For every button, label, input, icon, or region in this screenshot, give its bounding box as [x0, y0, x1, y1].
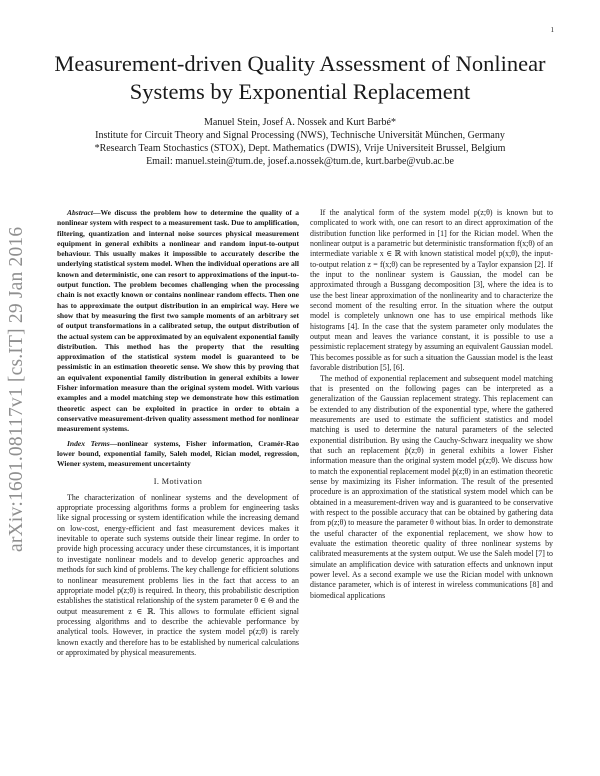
section-heading: I. Motivation [153, 477, 203, 487]
index-terms-text: —nonlinear systems, Fisher information, Cramér-Rao lower bound, exponential family, Saleh model, Rician model, regression, Wiener system, measurement uncertainty [57, 438, 299, 469]
author-block [40, 116, 560, 168]
body-paragraph: The method of exponential replacement and subsequent model matching that is presented on the following pages can be interpreted as a generalization of the Gaussian replacement strategy. This replacement can be extended to any distribution of the exponential type, where the gathered measurements are used to estimate the sufficient statistics and model matching is used to determine the natural parameters of the selected exponential distribution. By using the Cauchy-Schwarz inequality we show that such an replacement p̃(z;θ) in general exhibits a lower Fisher information measure than the original system model p(z;θ). We discuss how to match the exponential replacement model p̃(z;θ) in an estimation theoretic sense by maximizing its Fisher information. The result of the presented procedure is an approximation of the statistical system model which can be obtained in a measurement-driven way and is guaranteed to be conservative with respect to the possible accuracy that can be obtained by gathering data from p(z;θ) to measure the parameter θ without bias. In order to demonstrate the useful character of the exponential replacement, we show how to evaluate the estimation theoretic quality of three nonlinear systems by calibrated measurements at the system output. We use the Saleh model [7] to simulate an amplification device with saturation effects and unknown input power level. As a second example we use the Rician model with unknown distance parameter, which is of interest in wireless communications [8] and biomedical applications [310, 373, 553, 600]
abstract [57, 208, 299, 435]
abstract-text: —We discuss the problem how to determine the quality of a nonlinear system with respect to a measurement task. Due to amplification, filtering, quantization and internal noise sources physical measurement equipment in general exhibits a nonlinear and random input-to-output behaviour. This usually makes it impossible to accurately describe the underlying statistical system model. When the individual operations are all known and deterministic, one can resort to approximations of the input-to-output function. The problem becomes challenging when the processing chain is not exactly known or contains nonlinear random effects. Then one has to approximate the output distribution in an empirical way. Here we show that by measuring the first two sample moments of an arbitrary set of output transformations in a calibrated setup, the output distribution of the actual system can be approximated by an equivalent exponential family distribution. This method has the property that the resulting approximation of the statistical system model is guaranteed to be pessimistic in an estimation theoretic sense. We show this by proving that an equivalent exponential family distribution in general exhibits a lower Fisher information measure than the original system model. With various examples and a model matching step we demonstrate how this estimation theoretic aspect can be exploited in practice in order to obtain a conservative measurement-driven quality assessment method for nonlinear measurement systems. [57, 208, 299, 434]
author-emails: Email: manuel.stein@tum.de, josef.a.nossek@tum.de, kurt.barbe@vub.ac.be [146, 156, 454, 167]
abstract-label: Abstract [67, 208, 93, 217]
paper-title: Measurement-driven Quality Assessment of Nonlinear Systems by Exponential Replacement [54, 51, 546, 104]
body-paragraph: The characterization of nonlinear systems and the development of appropriate processing algorithms forms a problem for engineering tasks like signal processing or system identification while the increasing demand on low-cost, energy-efficient and fast measurement devices makes it inevitable to operate such systems outside their linear regime. In order to provide high processing accuracy under these circumstances, it is important to investigate nonlinear models and to develop generic approaches and methods for such kind of problems. The key challenge for efficient solutions to nonlinear measurement problems lies in the fact that access to an appropriate model p(z;θ) is required. In theory, this probabilistic description establishes the statistical relationship of the system parameter θ ∈ Θ and the output measurement z ∈ ℝ. This allows to formulate efficient signal processing algorithms and to describe the achievable performance by analytical tools. However, in practice the system model p(z;θ) is rarely known exactly and therefore has to be established by numerical calculations or approximated by physical measurements. [57, 492, 299, 657]
affiliation-1: Institute for Circuit Theory and Signal Processing (NWS), Technische Universität München, Germany [95, 130, 505, 141]
author-names: Manuel Stein, Josef A. Nossek and Kurt Barbé* [204, 117, 396, 128]
index-terms-label: Index Terms [67, 438, 110, 448]
arxiv-identifier: arXiv:1601.08117v1 [cs.IT] 29 Jan 2016 [6, 226, 27, 552]
index-terms [57, 439, 299, 470]
body-paragraph: If the analytical form of the system model p(z;θ) is known but to complicated to work with, one can resort to an direct approximation of the distribution function like performed in [1] for the Rician model. When the nonlinear output is a parametric but deterministic transformation f(x;θ) of an intermediate variable x ∈ ℝ with known statistical model p(x;θ), the input-to-output relation z = f(x;θ) can be represented by a Taylor expansion [2]. If the input to the nonlinear system is Gaussian, the model can be approximated through a Bussgang decomposition [3], where the idea is to use the best linear approximation of the nonlinearity and to characterize the second moment of the resulting error. In the situation where the output model is completely unknown one has to use empirical methods like histograms [4]. In the case that the system parameter only modulates the output mean and leaves the variance constant, it is possible to use a pessimistic replacement strategy by assuming an equivalent Gaussian model. This becomes possible as for such a situation the Gaussian model is the least favorable distribution [5], [6]. [310, 208, 554, 373]
right-column [310, 208, 553, 601]
page-number: 1 [550, 26, 554, 34]
left-column [57, 208, 299, 658]
affiliation-2: *Research Team Stochastics (STOX), Dept. Mathematics (DWIS), Vrije Universiteit Brussel, Belgium [94, 143, 506, 154]
